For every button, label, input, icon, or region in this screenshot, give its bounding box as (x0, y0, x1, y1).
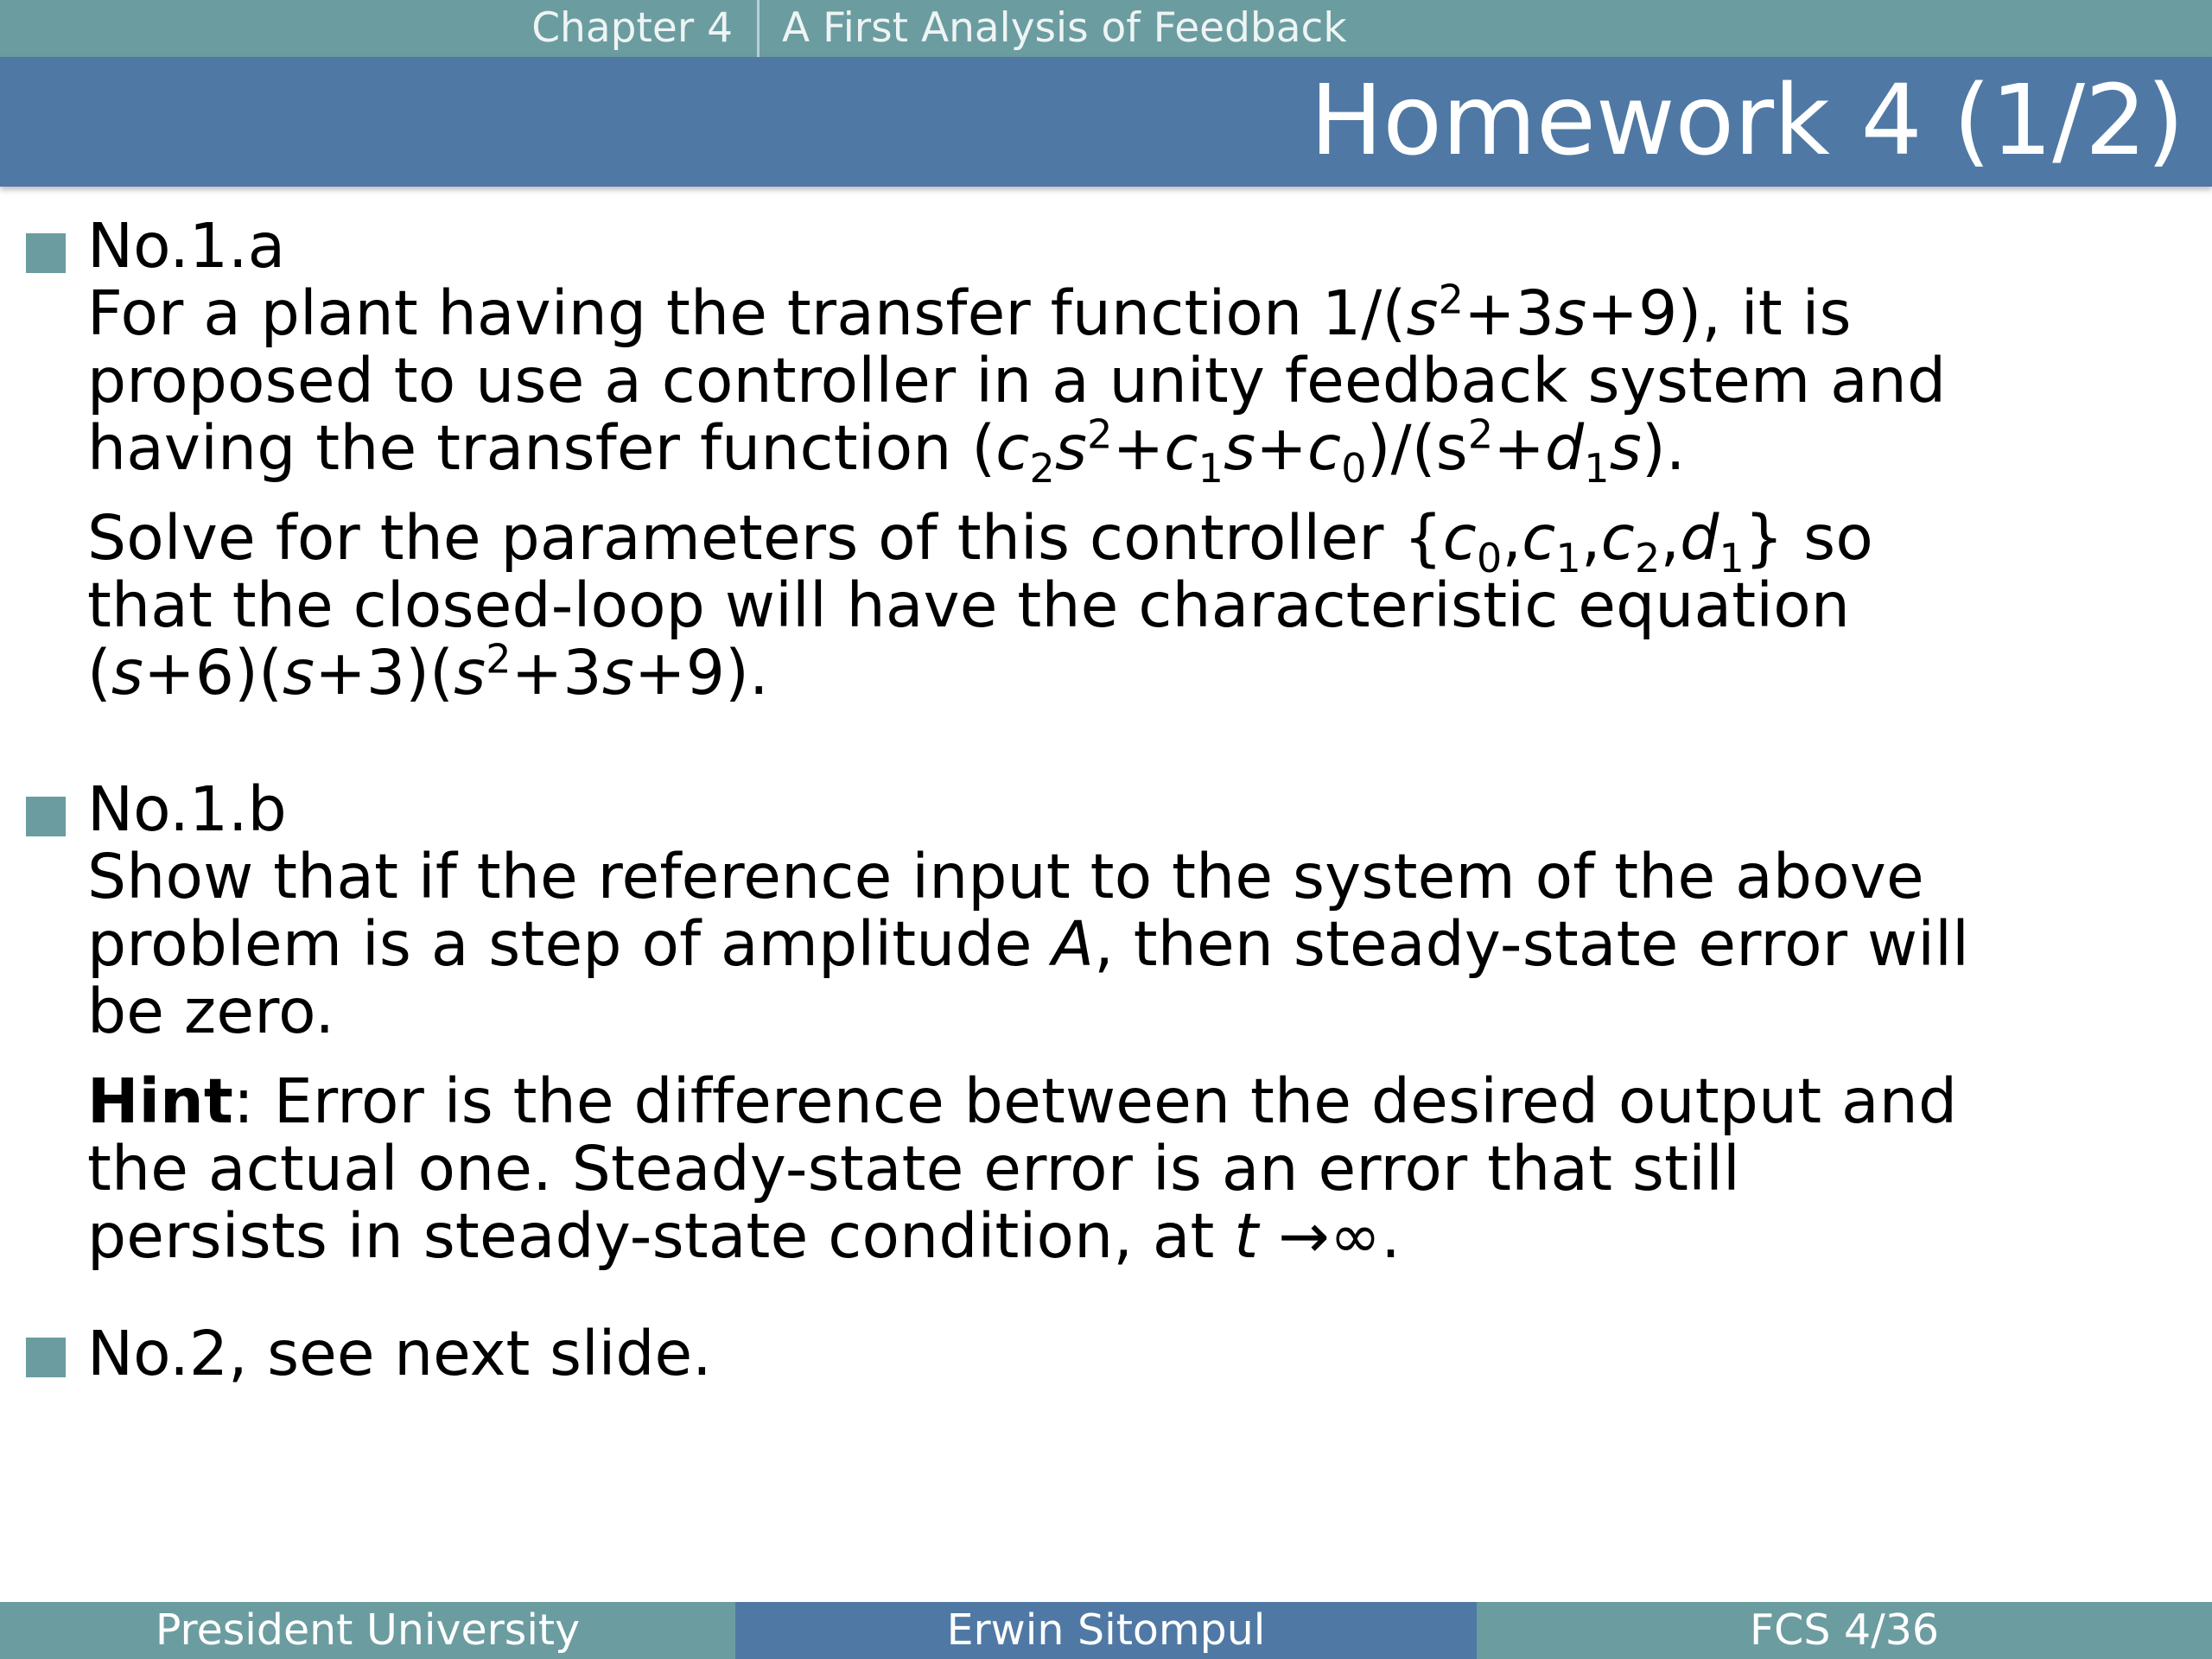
slide-content (0, 210, 2212, 1389)
text-line: Show that if the reference input to the system of the above (87, 841, 1924, 912)
problem-statement (87, 843, 2186, 1046)
text-line: having the transfer function $(c_2s^2+c_1s+c_0)/(s^2+d_1s)$. (87, 410, 1686, 493)
text-line: the actual one. Steady-state error is an error that still (87, 1133, 1740, 1205)
problem-statement (87, 276, 2186, 493)
hint-label: Hint (87, 1065, 234, 1137)
footer-bar (0, 1602, 2212, 1659)
item-label: No.1.a (87, 210, 286, 282)
text-line: problem is a step of amplitude A, then steady-state error will (87, 908, 1970, 980)
title-bar (0, 57, 2212, 187)
footer-institution: President University (0, 1602, 735, 1659)
text-line: proposed to use a controller in a unity feedback system and (87, 345, 1947, 416)
item-label: No.1.b (87, 773, 287, 845)
footer-author: Erwin Sitompul (735, 1602, 1477, 1659)
list-item-no-1b (0, 773, 2212, 1272)
slide-title: Homework 4 (1/2) (1310, 65, 2184, 177)
text-line: persists in steady-state condition, at t →∞. (87, 1200, 1401, 1272)
header-bar (0, 0, 2212, 57)
text-line: Hint: Error is the difference between the desired output and (87, 1065, 1958, 1137)
chapter-label: Chapter 4 (531, 4, 733, 52)
text-line: $(s+6)(s+3)(s^2+3s+9)$. (87, 635, 769, 709)
square-bullet-icon (26, 797, 66, 836)
square-bullet-icon (26, 233, 66, 273)
section-title: A First Analysis of Feedback (782, 4, 1347, 52)
list-item-no-2 (0, 1320, 2212, 1388)
problem-task (87, 502, 2186, 709)
square-bullet-icon (26, 1338, 66, 1377)
text-line: that the closed-loop will have the characteristic equation (87, 569, 1851, 641)
list-item-no-1a (0, 210, 2212, 709)
text-line: be zero. (87, 976, 335, 1047)
item-label: No.2, see next slide. (87, 1318, 712, 1389)
text-line: Solve for the parameters of this controller $\{c_0,c_1,c_2,d_1\}$ so (87, 502, 1873, 582)
footer-page-number: FCS 4/36 (1477, 1602, 2212, 1659)
hint (87, 1065, 2186, 1272)
text-line: For a plant having the transfer function $1/(s^2+3s+9)$, it is (87, 276, 1852, 349)
